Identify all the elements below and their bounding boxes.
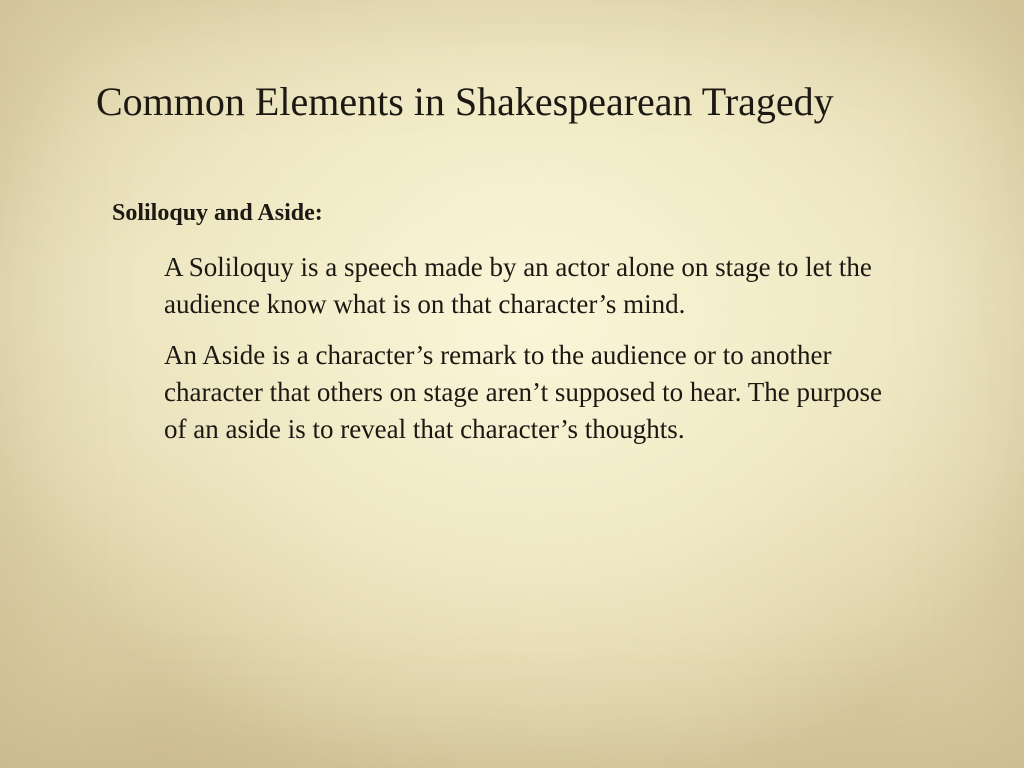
slide-title: Common Elements in Shakespearean Tragedy bbox=[96, 79, 834, 124]
soliloquy-definition: A Soliloquy is a speech made by an actor alone on stage to let the audience know what is on that character’s mind. bbox=[164, 252, 872, 320]
slide-body bbox=[112, 198, 912, 462]
section-heading: Soliloquy and Aside: bbox=[112, 200, 323, 226]
aside-definition: An Aside is a character’s remark to the audience or to another character that others on stage aren’t supposed to hear. The purpose of an aside is to reveal that character’s thoughts. bbox=[164, 340, 883, 445]
